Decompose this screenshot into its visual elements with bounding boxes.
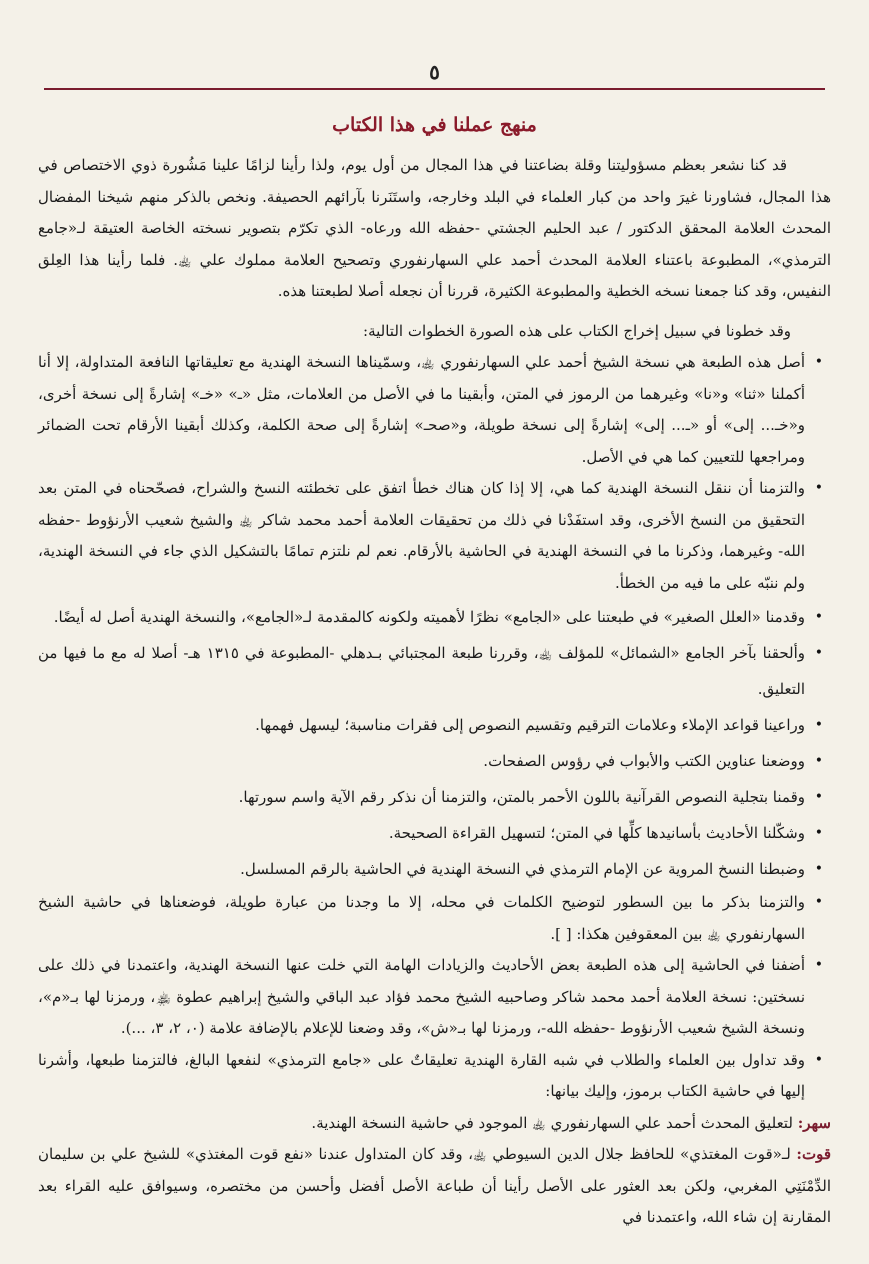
bullet-icon: • xyxy=(814,354,823,370)
step-text: والتزمنا بذكر ما بين السطور لتوضيح الكلمات في محله، إلا ما وجدنا من عبارة طويلة، فوضعناها في حاشية الشيخ السهارنفوري ﵀ بين المعقوفين هكذا: [ ]. xyxy=(38,893,805,943)
step-text: وضبطنا النسخ المروية عن الإمام الترمذي في النسخة الهندية في الحاشية بالرقم المسلسل. xyxy=(240,860,805,878)
step-text: والتزمنا أن ننقل النسخة الهندية كما هي، إلا إذا كان هناك خطأ اتفق على تخطئته النسخ والشراح، فصحّحناه في المتن بعد التحقيق من النسخ الأخرى، وقد استفَدْنا في ذلك من تحقيقات العلامة أحمد محمد شاكر ﵀ والشيخ شعيب الأرنؤوط -حفظه الله- وغيرهما، وذكرنا ما في النسخة الهندية في الحاشية بالأرقام. نعم لم نلتزم تمامًا بالتشكيل الذي جاء في النسخة الهندية، ولم ننبّه على ما فيه من الخطأ. xyxy=(38,479,805,592)
bullet-icon: • xyxy=(814,1051,823,1068)
step-item xyxy=(38,851,831,887)
step-item xyxy=(38,707,831,743)
bullet-icon: • xyxy=(814,825,823,841)
step-item xyxy=(38,743,831,779)
sigla-list xyxy=(38,1108,831,1234)
step-item xyxy=(38,950,831,1045)
bullet-icon: • xyxy=(814,753,823,769)
siglum-label: سهر: xyxy=(797,1113,831,1132)
bullet-icon: • xyxy=(814,717,823,733)
step-item xyxy=(38,779,831,815)
step-text: وراعينا قواعد الإملاء وعلامات الترقيم وتقسيم النصوص إلى فقرات مناسبة؛ ليسهل فهمها. xyxy=(255,716,805,734)
bullet-icon: • xyxy=(814,480,823,496)
header-rule xyxy=(44,88,825,90)
step-text: أضفنا في الحاشية إلى هذه الطبعة بعض الأحاديث والزيادات الهامة التي خلت عنها النسخة الهندية، واعتمدنا في ذلك على نسختين: نسخة العلامة أحمد محمد شاكر وصاحبيه الشيخ محمد فؤاد عبد الباقي والشيخ إبراهيم عطوة ﵏، ورمزنا لها بـ«م»، ونسخة الشيخ شعيب الأرنؤوط -حفظه الله-، ورمزنا لها بـ«ش»، وقد وضعنا للإعلام بالإضافة علامة (٠، ٢، ٣، ...). xyxy=(38,956,805,1037)
step-item xyxy=(38,1045,831,1108)
step-text: وقدمنا «العلل الصغير» في طبعتنا على «الجامع» نظرًا لأهميته ولكونه كالمقدمة لـ«الجامع»، والنسخة الهندية أصل له أيضًا. xyxy=(53,608,805,626)
bullet-icon: • xyxy=(814,645,823,661)
steps-list xyxy=(38,347,831,1108)
section-title: منهج عملنا في هذا الكتاب xyxy=(332,114,537,136)
step-text: وألحقنا بآخر الجامع «الشمائل» للمؤلف ﵀، وقررنا طبعة المجتبائي بـدهلي -المطبوعة في ١٣١٥ هـ- أصلا له مع ما فيها من التعليق. xyxy=(38,644,805,698)
step-item xyxy=(38,635,831,707)
page-number: ٥ xyxy=(429,60,440,84)
bullet-icon: • xyxy=(814,609,823,625)
siglum-label: قوت: xyxy=(796,1145,831,1163)
step-text: وقد تداول بين العلماء والطلاب في شبه القارة الهندية تعليقاتٌ على «جامع الترمذي» لنفعها البالغ، فالتزمنا طبعها، وأشرنا إليها في حاشية الكتاب برموز، وإليك بيانها: xyxy=(38,1050,805,1100)
step-item xyxy=(38,347,831,473)
step-item xyxy=(38,599,831,635)
bullet-icon: • xyxy=(814,789,823,805)
siglum-text: لتعليق المحدث أحمد علي السهارنفوري ﵀ الموجود في حاشية النسخة الهندية. xyxy=(311,1113,793,1132)
siglum-entry xyxy=(38,1108,831,1140)
bullet-icon: • xyxy=(814,894,823,910)
step-text: وقمنا بتجلية النصوص القرآنية باللون الأحمر بالمتن، والتزمنا أن نذكر رقم الآية واسم سورتها. xyxy=(238,788,805,806)
step-item xyxy=(38,887,831,950)
page-body xyxy=(38,150,831,1234)
siglum-entry xyxy=(38,1139,831,1234)
bullet-icon: • xyxy=(814,861,823,877)
intro-paragraph: قد كنا نشعر بعظم مسؤوليتنا وقلة بضاعتنا في هذا المجال من أول يوم، ولذا رأينا لزامًا علينا مَشُورة ذوي الاختصاص في هذا المجال، فشاورنا غيرَ واحد من كبار العلماء في البلد وخارجه، واستَنَرنا بآرائهم الحصيفة. ونخص بالذكر منهم شيخنا المفضال المحدث العلامة المحقق الدكتور / عبد الحليم الجشتي -حفظه الله ورعاه- الذي تكرّم بتصوير نسخته الخاصة العتيقة لـ«جامع الترمذي»، المطبوعة باعتناء العلامة المحدث أحمد علي السهارنفوري وتصحيح العلامة مملوك علي ﵀. فلما رأينا هذا العِلق النفيس، وقد كنا جمعنا نسخه الخطية والمطبوعة الكثيرة، قررنا أن نجعله أصلا لطبعتنا هذه. xyxy=(38,156,831,300)
step-text: وشكّلنا الأحاديث بأسانيدها كلِّها في المتن؛ لتسهيل القراءة الصحيحة. xyxy=(388,824,805,842)
steps-intro: وقد خطونا في سبيل إخراج الكتاب على هذه الصورة الخطوات التالية: xyxy=(363,321,791,340)
step-item xyxy=(38,473,831,599)
step-text: أصل هذه الطبعة هي نسخة الشيخ أحمد علي السهارنفوري ﵀، وسمّيناها النسخة الهندية مع تعليقاتها النافعة المتداولة، إلا أنا أكملنا «ثنا» و«نا» وغيرهما من الرموز في المتن، وأبقينا ما في الأصل من العلامات، مثل «ـ» «خـ» إشارةً إلى نسخة أخرى، و«خـ... إلى» أو «ـ... إلى» إشارةً إلى نسخة طويلة، و«صحـ» إشارةً إلى صحة الكلمة، وكذلك أبقينا الأرقام تحت الضمائر ومراجعها للتعيين كما هي في الأصل. xyxy=(38,353,805,466)
step-text: ووضعنا عناوين الكتب والأبواب في رؤوس الصفحات. xyxy=(483,752,805,770)
bullet-icon: • xyxy=(814,957,823,973)
siglum-text: لـ«قوت المغتذي» للحافظ جلال الدين السيوطي ﵀، وقد كان المتداول عندنا «نفع قوت المغتذي» للشيخ علي بن سليمان الدِّمْنَتِي المغربي، ولكن بعد العثور على الأصل رأينا أن طباعة الأصل أفضل وأحسن من مختصره، وسيوافق عليه القراء بعد المقارنة إن شاء الله، واعتمدنا في xyxy=(38,1145,831,1226)
step-item xyxy=(38,815,831,851)
